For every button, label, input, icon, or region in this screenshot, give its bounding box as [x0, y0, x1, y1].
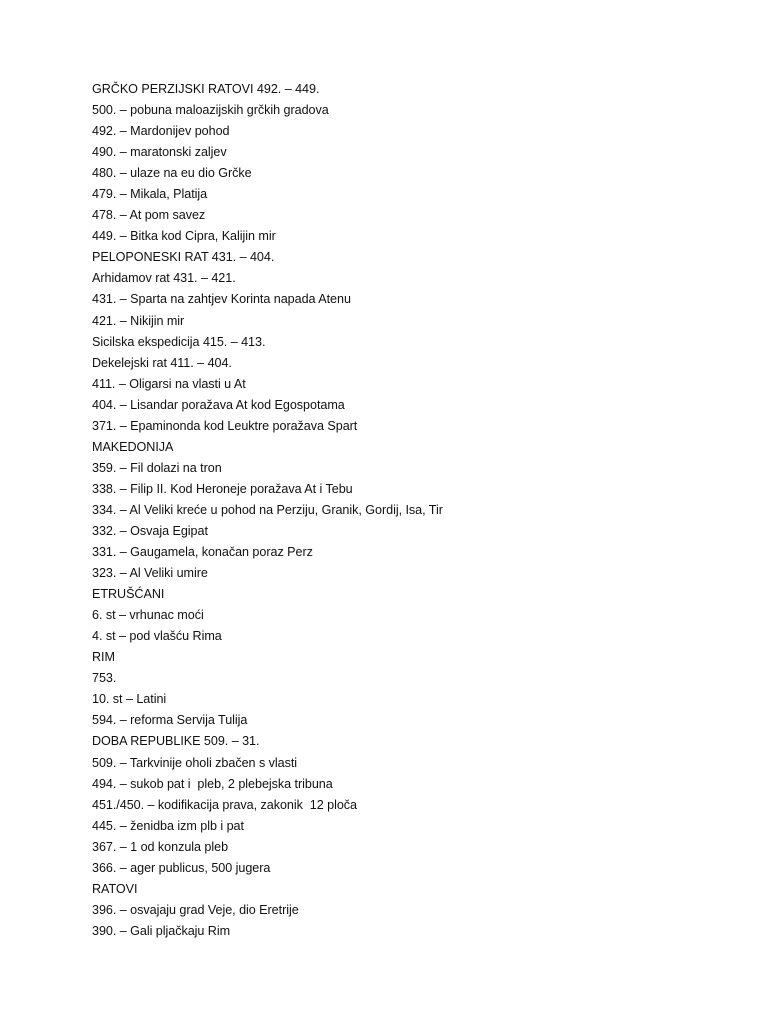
heading-rome: RIM	[92, 650, 115, 665]
text-line: 421. – Nikijin mir	[92, 313, 185, 328]
document-text	[92, 79, 443, 942]
subheading-decelean-war: Dekelejski rat 411. – 404.	[92, 355, 232, 370]
text-line: 479. – Mikala, Platija	[92, 187, 208, 202]
heading-macedonia: MAKEDONIJA	[92, 439, 174, 454]
text-line: 332. – Osvaja Egipat	[92, 523, 208, 538]
text-line: 396. – osvajaju grad Veje, dio Eretrije	[92, 902, 299, 917]
text-line: 451./450. – kodifikacija prava, zakonik 12 ploča	[92, 797, 357, 812]
text-line: 445. – ženidba izm plb i pat	[92, 818, 244, 833]
text-line: 6. st – vrhunac moći	[92, 608, 204, 623]
text-line: 323. – Al Veliki umire	[92, 566, 208, 581]
text-line: 594. – reforma Servija Tulija	[92, 713, 248, 728]
text-line: 449. – Bitka kod Cipra, Kalijin mir	[92, 229, 276, 244]
heading-peloponnesian-war: PELOPONESKI RAT 431. – 404.	[92, 250, 275, 265]
text-line: 494. – sukob pat i pleb, 2 plebejska tribuna	[92, 776, 333, 791]
text-line: 492. – Mardonijev pohod	[92, 124, 230, 139]
text-line: 359. – Fil dolazi na tron	[92, 460, 222, 475]
text-line: 431. – Sparta na zahtjev Korinta napada Atenu	[92, 292, 351, 307]
text-line: 338. – Filip II. Kod Heroneje poražava At i Tebu	[92, 481, 353, 496]
text-line: 367. – 1 od konzula pleb	[92, 839, 229, 854]
text-line: 509. – Tarkvinije oholi zbačen s vlasti	[92, 755, 298, 770]
text-line: 404. – Lisandar poražava At kod Egospotama	[92, 397, 345, 412]
text-line: 753.	[92, 671, 117, 686]
subheading-sicilian-expedition: Sicilska ekspedicija 415. – 413.	[92, 334, 266, 349]
text-line: 331. – Gaugamela, konačan poraz Perz	[92, 545, 313, 560]
heading-etruscans: ETRUŠĆANI	[92, 587, 165, 602]
text-line: 390. – Gali pljačkaju Rim	[92, 923, 231, 938]
text-line: 334. – Al Veliki kreće u pohod na Perziju, Granik, Gordij, Isa, Tir	[92, 502, 443, 517]
text-line: 411. – Oligarsi na vlasti u At	[92, 376, 246, 391]
text-line: 366. – ager publicus, 500 jugera	[92, 860, 271, 875]
text-line: 10. st – Latini	[92, 692, 167, 707]
subheading-archidamian-war: Arhidamov rat 431. – 421.	[92, 271, 236, 286]
text-line: 371. – Epaminonda kod Leuktre poražava Spart	[92, 418, 358, 433]
text-line: 4. st – pod vlašću Rima	[92, 629, 222, 644]
text-line: 500. – pobuna maloazijskih grčkih gradova	[92, 103, 329, 118]
heading-greco-persian-wars: GRČKO PERZIJSKI RATOVI 492. – 449.	[92, 82, 320, 96]
heading-republic-era: DOBA REPUBLIKE 509. – 31.	[92, 734, 260, 749]
text-line: 480. – ulaze na eu dio Grčke	[92, 166, 252, 181]
text-line: 490. – maratonski zaljev	[92, 145, 227, 160]
heading-wars: RATOVI	[92, 881, 138, 896]
text-line: 478. – At pom savez	[92, 208, 206, 223]
